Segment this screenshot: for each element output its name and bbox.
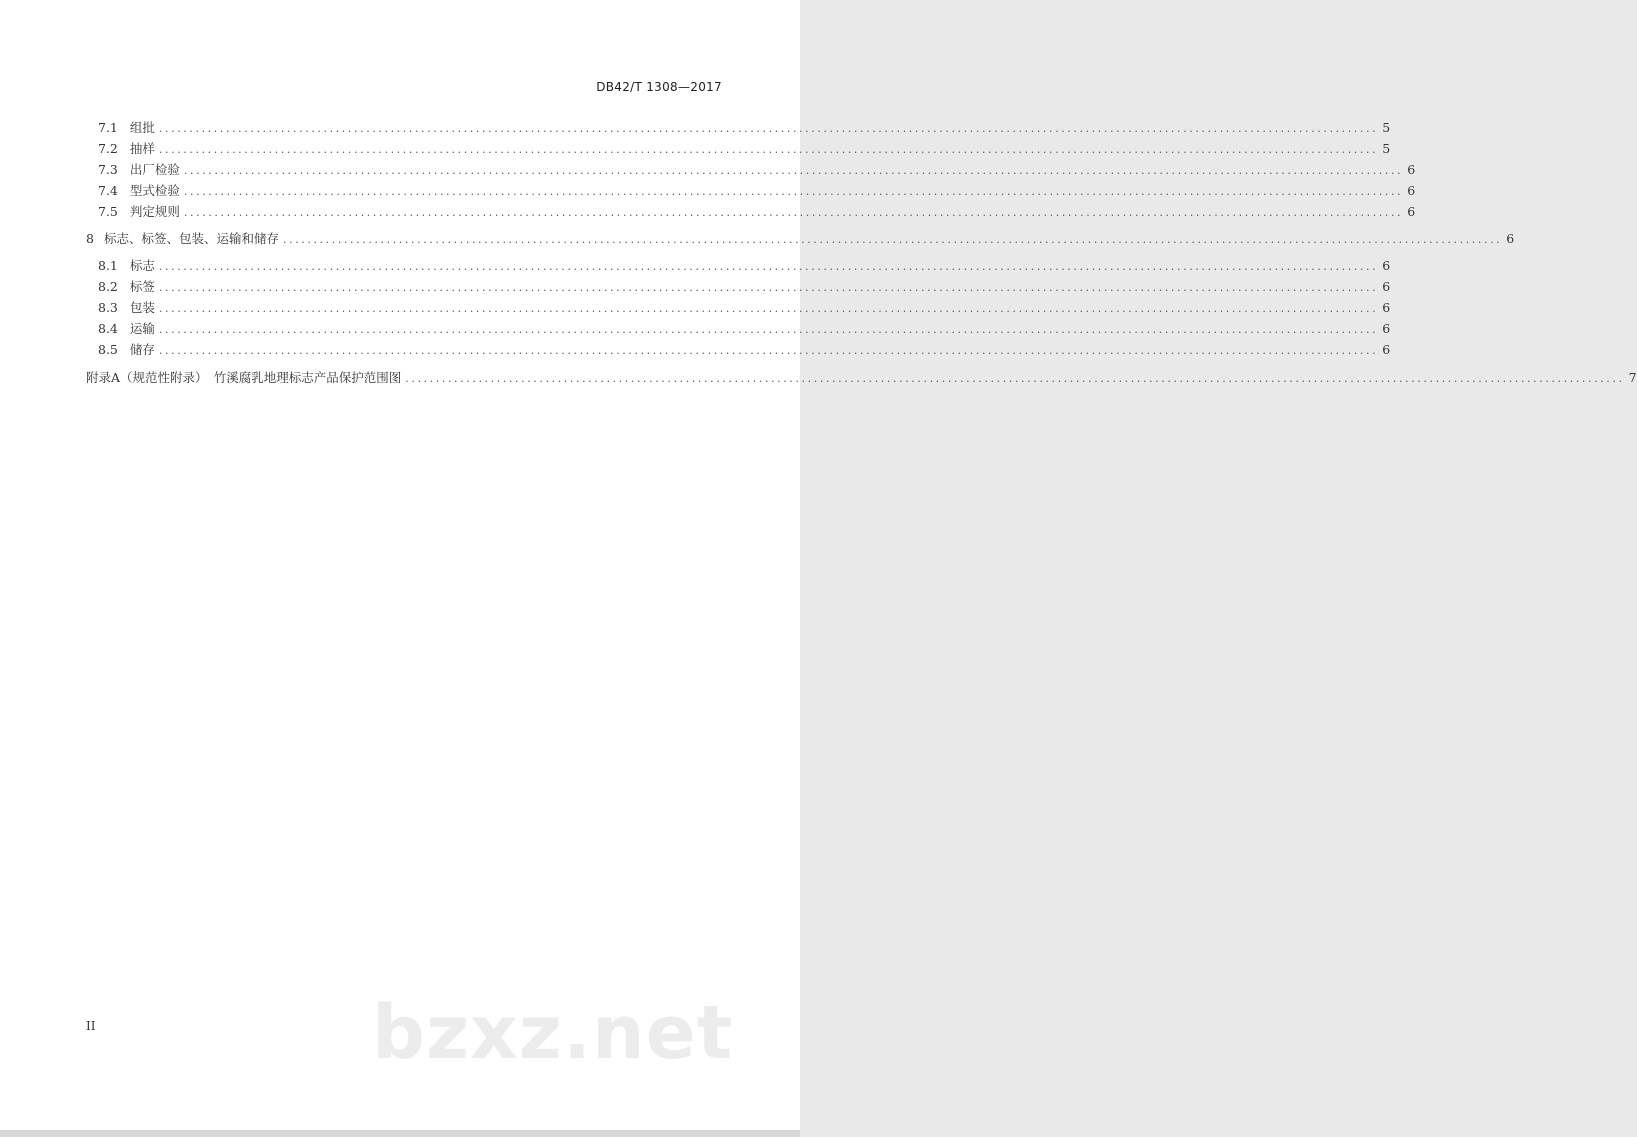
toc-entry[interactable]	[86, 229, 1515, 247]
toc-entry-page: 6	[1382, 300, 1391, 315]
toc-entry-number: 7.5	[98, 204, 118, 219]
toc-entry-page: 7	[1628, 370, 1637, 385]
toc-dot-leader: ........................................................................................................................................................................................................	[158, 122, 1379, 135]
toc-entry[interactable]	[86, 368, 1637, 386]
toc-entry-title: 储存	[129, 342, 155, 357]
toc-dot-leader: ........................................................................................................................................................................................................	[158, 143, 1379, 156]
toc-entry-page: 5	[1382, 141, 1391, 156]
toc-entry-page: 6	[1382, 321, 1391, 336]
toc-entry-title: 抽样	[129, 141, 155, 156]
toc-dot-leader: ........................................................................................................................................................................................................	[183, 164, 1404, 177]
toc-entry-title: 标签	[129, 279, 155, 294]
toc-entry-page: 5	[1382, 120, 1391, 135]
toc-entry-page: 6	[1382, 342, 1391, 357]
toc-entry[interactable]	[98, 298, 1391, 316]
toc-entry-title: 出厂检验	[129, 162, 180, 177]
toc-entry-number: 7.1	[98, 120, 118, 135]
toc-entry-title: 组批	[129, 120, 155, 135]
toc-dot-leader: ........................................................................................................................................................................................................	[183, 185, 1404, 198]
toc-entry[interactable]	[98, 202, 1416, 220]
toc-dot-leader: ........................................................................................................................................................................................................	[282, 233, 1503, 246]
toc-dot-leader: ........................................................................................................................................................................................................	[158, 302, 1379, 315]
toc-entry-number: 7.3	[98, 162, 118, 177]
toc-entry-number: 8	[86, 231, 94, 246]
watermark: bzxz.net	[372, 990, 734, 1076]
toc-entry-page: 6	[1506, 231, 1515, 246]
toc-entry-number: 7.2	[98, 141, 118, 156]
toc-entry[interactable]	[98, 256, 1391, 274]
toc-entry-page: 6	[1382, 279, 1391, 294]
toc-dot-leader: ........................................................................................................................................................................................................	[158, 344, 1379, 357]
toc-entry-page: 6	[1407, 183, 1416, 198]
page-bottom-edge	[0, 1130, 800, 1137]
toc-entry-number: 8.3	[98, 300, 118, 315]
toc-entry-title: 包装	[129, 300, 155, 315]
toc-dot-leader: ........................................................................................................................................................................................................	[158, 281, 1379, 294]
toc-entry-title: 标志、标签、包装、运输和储存	[103, 231, 279, 246]
toc-entry-title: 型式检验	[129, 183, 180, 198]
toc-dot-leader: ........................................................................................................................................................................................................	[158, 260, 1379, 273]
toc-dot-leader: ........................................................................................................................................................................................................	[405, 372, 1625, 385]
toc-entry[interactable]	[98, 277, 1391, 295]
toc-entry[interactable]	[98, 340, 1391, 358]
page-number: II	[86, 1019, 96, 1033]
toc-entry[interactable]	[98, 118, 1391, 136]
toc-entry-page: 6	[1407, 204, 1416, 219]
toc-entry[interactable]	[98, 160, 1416, 178]
toc-entry-title: 运输	[129, 321, 155, 336]
toc-entry-number: 8.1	[98, 258, 118, 273]
document-code: DB42/T 1308—2017	[596, 80, 722, 94]
toc-entry[interactable]	[98, 181, 1416, 199]
toc-entry-number: 7.4	[98, 183, 118, 198]
toc-entry[interactable]	[98, 319, 1391, 337]
toc-dot-leader: ........................................................................................................................................................................................................	[183, 206, 1404, 219]
toc-entry-page: 6	[1382, 258, 1391, 273]
toc-entry-title: 标志	[129, 258, 155, 273]
toc-entry[interactable]	[98, 139, 1391, 157]
toc-entry-number: 8.2	[98, 279, 118, 294]
toc-entry-title: 判定规则	[129, 204, 180, 219]
toc-entry-page: 6	[1407, 162, 1416, 177]
toc-entry-title: 附录A（规范性附录） 竹溪腐乳地理标志产品保护范围图	[86, 370, 402, 385]
toc-dot-leader: ........................................................................................................................................................................................................	[158, 323, 1379, 336]
toc-entry-number: 8.4	[98, 321, 118, 336]
toc-entry-number: 8.5	[98, 342, 118, 357]
